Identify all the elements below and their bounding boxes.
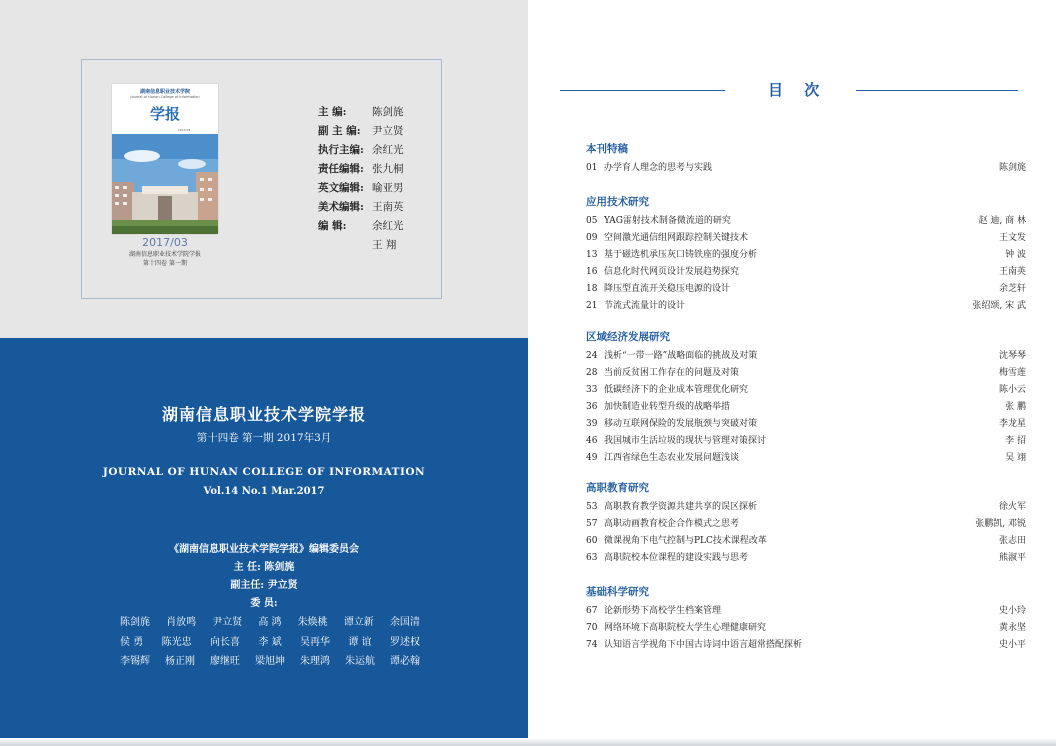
article-author: 梅雪莲: [998, 368, 1026, 378]
editor-row: [318, 141, 426, 160]
page-number: 24: [586, 351, 598, 361]
article-author: 张鹏凯, 邓锐: [975, 519, 1026, 529]
member-name: 李 斌: [258, 636, 282, 648]
article-author: 钟 波: [1005, 250, 1026, 260]
editor-name: 陈剑旄: [372, 106, 404, 118]
editor-role: 英文编辑:: [318, 182, 364, 194]
member-name: 谭立新: [343, 617, 374, 628]
article-title: 降压型直流开关稳压电源的设计: [604, 284, 731, 294]
journal-title-cn: 湖南信息职业技术学院学报: [161, 405, 366, 424]
toc-entry[interactable]: [586, 603, 1026, 620]
toc-section: [586, 330, 1026, 467]
page-number: 49: [586, 453, 598, 463]
masthead-panel: [0, 0, 528, 338]
page-number: 05: [586, 216, 598, 226]
member-row: [120, 652, 420, 672]
member-name: 谭 谊: [348, 636, 372, 648]
member-row: [120, 633, 420, 653]
editor-row: [318, 122, 426, 141]
toc-entry[interactable]: [586, 533, 1026, 550]
cover-issue-mini: 2017/03: [178, 128, 191, 132]
article-title: 节流式流量计的设计: [604, 301, 686, 311]
toc-entry[interactable]: [586, 550, 1026, 567]
article-title: 认知语言学视角下中国古诗词中语言超常搭配探析: [604, 640, 803, 650]
article-author: 吴 翊: [1005, 453, 1026, 463]
toc-entry[interactable]: [586, 516, 1026, 533]
article-title: 高职动画教育校企合作模式之思考: [604, 519, 740, 529]
article-author: 史小玲: [998, 606, 1026, 616]
editor-role: 编 辑:: [318, 220, 347, 232]
member-name: 廖继旺: [210, 656, 240, 667]
section-heading: 应用技术研究: [586, 196, 649, 208]
member-row: [120, 613, 420, 633]
toc-rule-right: [856, 90, 1018, 91]
toc-entry[interactable]: [586, 416, 1026, 433]
toc-rule-left: [560, 90, 725, 91]
page-number: 28: [586, 368, 598, 378]
toc-entry[interactable]: [586, 348, 1026, 365]
member-name: 高 鸿: [258, 617, 282, 628]
toc-entry[interactable]: [586, 620, 1026, 637]
journal-title-en: JOURNAL OF HUNAN COLLEGE OF INFORMATION: [102, 466, 426, 478]
editor-role: 主 编:: [318, 106, 347, 118]
cover-title: 学报: [149, 105, 180, 123]
board-members: [120, 613, 420, 672]
editor-row: [318, 160, 426, 179]
editor-role: 执行主编:: [318, 144, 364, 156]
editor-role: 副 主 编:: [318, 125, 361, 137]
editor-row: [318, 236, 426, 255]
editor-row: [318, 198, 426, 217]
editorial-staff: [318, 103, 426, 255]
article-author: 李龙星: [998, 419, 1026, 429]
journal-issue-cn: 第十四卷 第一期 2017年3月: [196, 432, 332, 444]
cover-caption-name: 湖南信息职业技术学院学报: [128, 251, 201, 258]
toc-entry[interactable]: [586, 637, 1026, 654]
editor-name: 王 翔: [372, 239, 397, 251]
article-title: 我国城市生活垃圾的现状与管理对策探讨: [604, 436, 767, 446]
member-name: 杨正刚: [165, 656, 195, 667]
page-number: 67: [586, 606, 598, 616]
member-name: 陈光忠: [161, 636, 192, 648]
toc-section: [586, 142, 1026, 177]
toc-entry[interactable]: [586, 213, 1026, 230]
page-number: 01: [586, 163, 598, 173]
right-page: [528, 0, 1056, 746]
editor-row: [318, 179, 426, 198]
article-title: 高职教育教学资源共建共享的误区探析: [604, 502, 758, 512]
page-number: 16: [586, 267, 598, 277]
article-author: 张绍颂, 宋 武: [972, 301, 1026, 311]
toc-section: [586, 585, 1026, 654]
page-number: 33: [586, 385, 598, 395]
article-author: 徐火军: [998, 502, 1026, 512]
board-members-label: 委 员:: [250, 598, 278, 609]
toc-entry[interactable]: [586, 499, 1026, 516]
article-title: 论新形势下高校学生档案管理: [604, 606, 722, 616]
toc-entry[interactable]: [586, 247, 1026, 264]
board-title: 《湖南信息职业技术学院学报》编辑委员会: [169, 544, 359, 555]
page-number: 60: [586, 536, 598, 546]
cover-thumbnail: [112, 84, 218, 234]
page-number: 18: [586, 284, 598, 294]
article-author: 熊淑平: [998, 553, 1026, 563]
page-number: 09: [586, 233, 598, 243]
toc-entry[interactable]: [586, 281, 1026, 298]
section-heading: 本刊特稿: [586, 143, 628, 155]
editor-name: 喻亚男: [372, 182, 404, 194]
toc-title: 目 次: [768, 81, 828, 99]
member-name: 侯 勇: [120, 636, 144, 648]
page-number: 53: [586, 502, 598, 512]
page-number: 57: [586, 519, 598, 529]
article-title: 办学育人理念的思考与实践: [604, 163, 713, 173]
member-name: 尹立贤: [212, 617, 243, 628]
toc-entry[interactable]: [586, 365, 1026, 382]
article-title: 微课视角下电气控制与PLC技术课程改革: [604, 536, 767, 546]
toc-entry[interactable]: [586, 160, 1026, 177]
article-title: 浅析“一带一路”战略面临的挑战及对策: [604, 351, 758, 361]
page-number: 13: [586, 250, 598, 260]
toc-entry[interactable]: [586, 399, 1026, 416]
toc-entry[interactable]: [586, 230, 1026, 247]
member-name: 梁旭坤: [255, 656, 285, 667]
member-name: 陈剑旄: [120, 617, 150, 628]
member-name: 肖放鸣: [166, 617, 197, 628]
member-name: 吴再华: [300, 636, 330, 648]
page-bottom-shadow: [0, 738, 1056, 746]
editor-name: 尹立贤: [372, 125, 404, 137]
editor-role: 美术编辑:: [318, 201, 364, 213]
article-author: 张志田: [998, 536, 1026, 546]
article-author: 赵 迪, 商 林: [978, 216, 1026, 226]
article-author: 史小平: [998, 640, 1026, 650]
toc-entry[interactable]: [586, 433, 1026, 450]
article-title: YAG雷射技术制备微流道的研究: [604, 216, 731, 226]
journal-issue-en: Vol.14 No.1 Mar.2017: [203, 486, 325, 497]
article-author: 黄永坚: [998, 623, 1026, 633]
section-heading: 基础科学研究: [586, 586, 649, 598]
editor-row: [318, 103, 426, 122]
member-name: 向长喜: [210, 636, 240, 648]
cover-campus-photo: [112, 134, 218, 234]
page-number: 21: [586, 301, 598, 311]
cover-journal-en: Journal of Hunan College of Information: [130, 95, 200, 99]
article-author: 陈小云: [998, 385, 1026, 395]
article-author: 沈琴琴: [998, 351, 1026, 361]
article-title: 低碳经济下的企业成本管理优化研究: [604, 385, 749, 395]
toc-entry[interactable]: [586, 382, 1026, 399]
cover-university: 湖南信息职业技术学院: [139, 89, 190, 95]
page-number: 74: [586, 640, 598, 650]
cover-year-issue: 2017/03: [142, 236, 188, 249]
toc-section: [586, 481, 1026, 567]
article-title: 移动互联网保险的发展瓶颈与突破对策: [604, 419, 758, 429]
editorial-board: [0, 541, 528, 613]
editor-role: 责任编辑:: [318, 163, 364, 175]
article-author: 陈剑旄: [998, 163, 1026, 173]
toc-entry[interactable]: [586, 450, 1026, 467]
member-name: 朱理鸿: [300, 656, 330, 667]
toc-section: [586, 195, 1026, 315]
article-title: 当前反贫困工作存在的问题及对策: [604, 368, 740, 378]
toc-entry[interactable]: [586, 264, 1026, 281]
article-title: 网络环境下高职院校大学生心理健康研究: [604, 623, 767, 633]
page-number: 46: [586, 436, 598, 446]
article-title: 江西省绿色生态农业发展问题浅谈: [604, 453, 740, 463]
section-heading: 高职教育研究: [586, 482, 649, 494]
article-title: 信息化时代网页设计发展趋势探究: [604, 267, 740, 277]
article-author: 王文发: [998, 233, 1026, 243]
editor-name: 张九桐: [372, 163, 404, 175]
board-director: 主 任: 陈剑旄: [233, 562, 295, 573]
editor-name: 王南英: [372, 201, 404, 213]
page-number: 39: [586, 419, 598, 429]
article-title: 加快制造业转型升级的战略举措: [604, 402, 731, 412]
section-heading: 区域经济发展研究: [586, 331, 670, 343]
board-deputy: 副主任: 尹立贤: [230, 580, 298, 591]
page-number: 70: [586, 623, 598, 633]
page-number: 36: [586, 402, 598, 412]
editor-name: 余红光: [372, 144, 404, 156]
article-author: 王南英: [998, 267, 1026, 277]
member-name: 李锡辉: [120, 656, 150, 667]
article-author: 李 招: [1005, 436, 1026, 446]
member-name: 朱焕桃: [297, 617, 328, 628]
toc-entry[interactable]: [586, 298, 1026, 315]
page-number: 63: [586, 553, 598, 563]
member-name: 朱运航: [345, 656, 375, 667]
article-author: 余芝轩: [998, 284, 1026, 294]
member-name: 余国清: [389, 617, 420, 628]
article-author: 张 鹏: [1005, 402, 1026, 412]
cover-caption: [112, 236, 218, 268]
member-name: 罗述权: [390, 636, 420, 648]
article-title: 基于磁选机承压灰口铸铁座的强度分析: [604, 250, 758, 260]
editor-name: 余红光: [372, 220, 404, 232]
cover-caption-volume: 第十四卷 第一期: [143, 260, 187, 267]
article-title: 空间激光通信组网跟踪控制关键技术: [604, 233, 749, 243]
article-title: 高职院校本位课程的建设实践与思考: [604, 553, 749, 563]
member-name: 谭必翰: [390, 656, 420, 667]
editor-row: [318, 217, 426, 236]
